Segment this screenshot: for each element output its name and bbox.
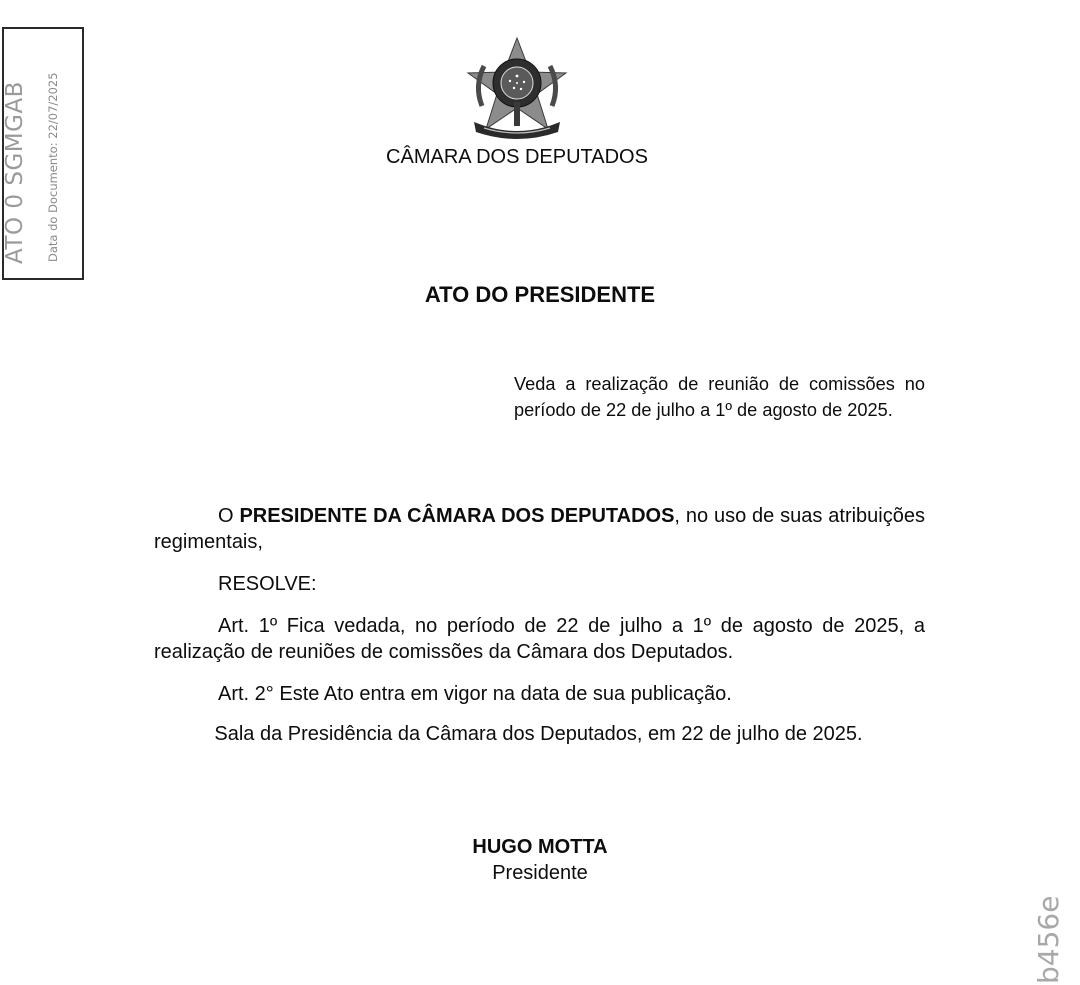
signer-role: Presidente	[492, 862, 588, 884]
article-1: Art. 1º Fica vedada, no período de 22 de julho a 1º de agosto de 2025, a realização de reuniões de comissões da Câmara dos Deputados.	[154, 615, 925, 663]
preamble-rest: , no uso de suas atribuições regimentais,	[154, 505, 925, 553]
institution-name: CÂMARA DOS DEPUTADOS	[386, 146, 648, 168]
summary-ementa: Veda a realização de reunião de comissões no período de 22 de julho a 1º de agosto de 2025.	[514, 374, 925, 420]
resolve-heading: RESOLVE:	[218, 573, 317, 595]
closing-line: Sala da Presidência da Câmara dos Deputados, em 22 de julho de 2025.	[214, 723, 863, 745]
preamble-bold: PRESIDENTE DA CÂMARA DOS DEPUTADOS	[239, 505, 675, 527]
stamp-code: ATO 0 SGMGAB	[2, 81, 28, 264]
preamble-paragraph	[154, 503, 925, 555]
signer-name: HUGO MOTTA	[472, 836, 608, 858]
document-title: ATO DO PRESIDENTE	[424, 282, 656, 307]
article-2: Art. 2° Este Ato entra em vigor na data de sua publicação.	[218, 683, 732, 705]
coat-of-arms-emblem	[462, 36, 572, 142]
preamble-lead: O	[218, 505, 240, 527]
document-code: b456e	[1032, 895, 1065, 984]
stamp-date: Data do Documento: 22/07/2025	[46, 72, 60, 262]
